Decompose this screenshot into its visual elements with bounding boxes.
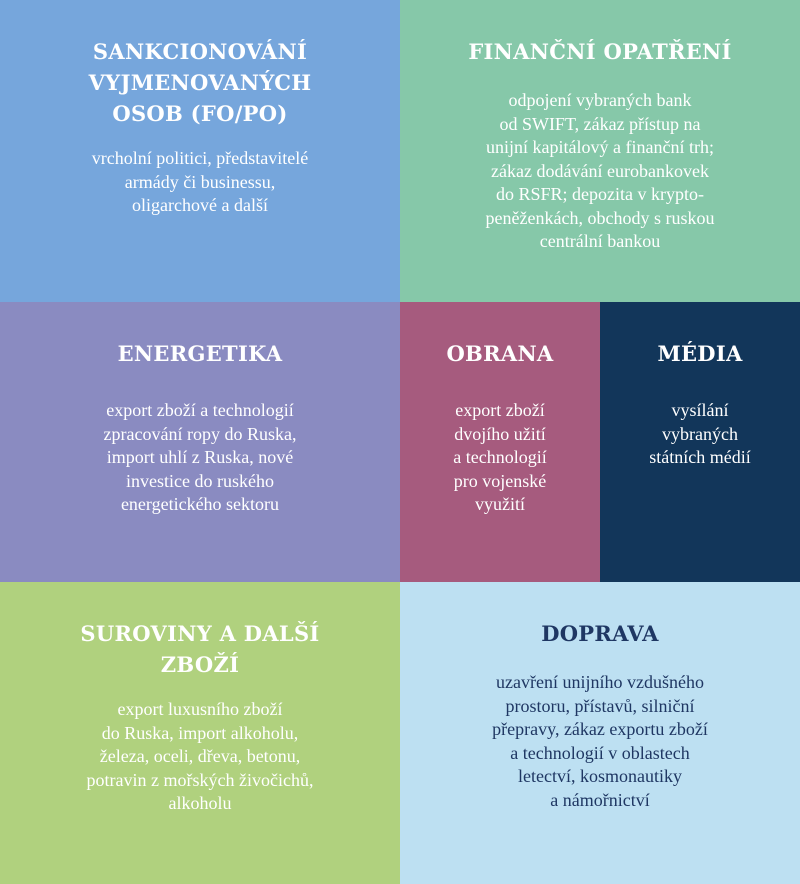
desc-line: odpojení vybraných bank bbox=[508, 90, 692, 110]
title-line: FINANČNÍ OPATŘENÍ bbox=[468, 39, 732, 64]
desc-line: export zboží bbox=[455, 400, 545, 420]
cell-obrana bbox=[400, 302, 600, 582]
desc-line: zákaz dodávání eurobankovek bbox=[491, 160, 709, 181]
cell-sankcionovani bbox=[0, 0, 400, 302]
desc-line: do RSFR; depozita v krypto- bbox=[496, 184, 704, 204]
cell-financni-opatreni bbox=[400, 0, 800, 302]
desc-line: export luxusního zboží bbox=[117, 699, 283, 719]
cell-title bbox=[468, 36, 731, 67]
desc-line: energetického sektoru bbox=[120, 494, 280, 514]
title-line: VYJMENOVANÝCH bbox=[88, 70, 312, 95]
cell-title bbox=[80, 618, 319, 680]
desc-line: armády či businessu, bbox=[124, 171, 276, 192]
cell-media bbox=[600, 302, 800, 582]
cell-title bbox=[89, 36, 312, 129]
cell-energetika bbox=[0, 302, 400, 582]
desc-line: import uhlí z Ruska, nové bbox=[106, 447, 294, 467]
title-line: SUROVINY A DALŠÍ bbox=[80, 621, 320, 646]
cell-description bbox=[104, 399, 297, 517]
cell-title bbox=[446, 338, 553, 369]
title-line: ENERGETIKA bbox=[117, 341, 283, 366]
desc-line: alkoholu bbox=[168, 793, 232, 813]
desc-line: potravin z mořských živočichů, bbox=[86, 769, 314, 790]
desc-line: vysílání bbox=[671, 400, 729, 420]
desc-line: a technologií bbox=[453, 447, 547, 467]
desc-line: a technologií v oblastech bbox=[510, 742, 690, 763]
cell-description bbox=[453, 399, 546, 517]
cell-description bbox=[87, 698, 314, 816]
desc-line: export zboží a technologií bbox=[106, 400, 294, 420]
desc-line: státních médií bbox=[649, 447, 751, 467]
cell-suroviny bbox=[0, 582, 400, 884]
desc-line: železa, oceli, dřeva, betonu, bbox=[99, 746, 301, 766]
cell-description bbox=[92, 147, 308, 218]
desc-line: do Ruska, import alkoholu, bbox=[101, 722, 299, 743]
title-line: SANKCIONOVÁNÍ bbox=[92, 39, 308, 64]
cell-doprava bbox=[400, 582, 800, 884]
title-line: OSOB (FO/PO) bbox=[112, 101, 288, 126]
desc-line: letectví, kosmonautiky bbox=[518, 766, 682, 786]
desc-line: vrcholní politici, představitelé bbox=[91, 148, 309, 168]
desc-line: prostoru, přístavů, silniční bbox=[505, 695, 695, 716]
cell-title bbox=[657, 338, 742, 369]
desc-line: zpracování ropy do Ruska, bbox=[103, 423, 297, 444]
desc-line: investice do ruského bbox=[126, 470, 274, 491]
desc-line: dvojího užití bbox=[454, 423, 546, 444]
desc-line: peněženkách, obchody s ruskou bbox=[485, 207, 715, 228]
cell-description bbox=[440, 89, 760, 254]
desc-line: od SWIFT, zákaz přístup na bbox=[499, 113, 701, 134]
title-line: DOPRAVA bbox=[541, 621, 659, 646]
title-line: ZBOŽÍ bbox=[160, 652, 240, 677]
cell-title bbox=[541, 618, 659, 649]
desc-line: přepravy, zákaz exportu zboží bbox=[492, 719, 708, 739]
desc-line: unijní kapitálový a finanční trh; bbox=[486, 137, 714, 157]
cell-title bbox=[118, 338, 283, 369]
title-line: MÉDIA bbox=[657, 341, 743, 366]
desc-line: a námořnictví bbox=[550, 789, 650, 810]
desc-line: pro vojenské bbox=[453, 470, 547, 491]
cell-description bbox=[492, 671, 708, 812]
cell-description bbox=[649, 399, 750, 470]
desc-line: centrální bankou bbox=[539, 231, 661, 251]
desc-line: využití bbox=[474, 494, 525, 514]
desc-line: oligarchové a další bbox=[132, 195, 268, 215]
title-line: OBRANA bbox=[446, 341, 554, 366]
desc-line: uzavření unijního vzdušného bbox=[496, 672, 704, 692]
desc-line: vybraných bbox=[662, 423, 738, 444]
